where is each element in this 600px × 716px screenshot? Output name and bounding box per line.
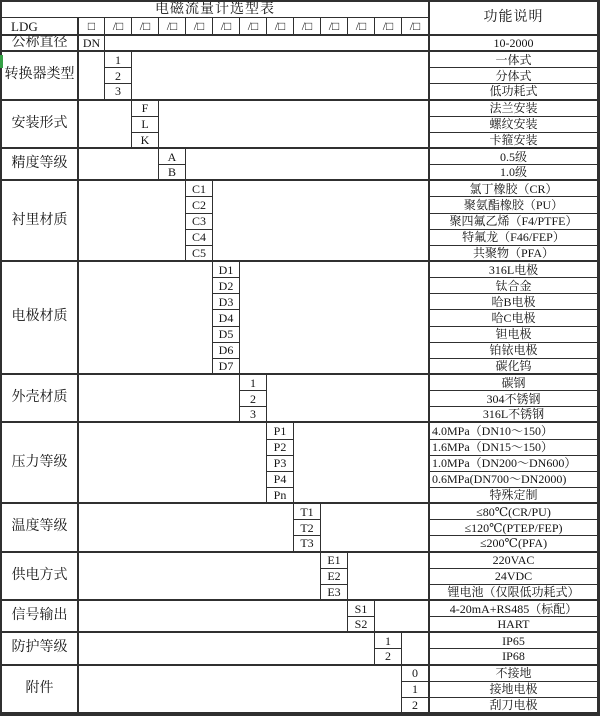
pressure-rating-function: 1.0MPa（DN200～DN600） (429, 456, 598, 472)
protection-rating-code-2: 2 (375, 649, 402, 665)
housing-material-function: 碳钢 (429, 375, 598, 391)
pressure-rating-right-spacer (294, 423, 429, 504)
selection-code-box: /□ (159, 18, 186, 36)
signal-output-function: HART (429, 617, 598, 633)
accuracy-class-right-spacer (186, 149, 429, 181)
liner-material-code-C1: C1 (186, 181, 213, 197)
accessories-code-2: 2 (402, 698, 429, 714)
group-label-installation-type: 安装形式 (2, 101, 78, 149)
group-label-signal-output: 信号输出 (2, 601, 78, 633)
signal-output-function: 4-20mA+RS485（标配） (429, 601, 598, 617)
signal-output-code-S2: S2 (348, 617, 375, 633)
function-column-header: 功能说明 (429, 2, 598, 36)
selection-code-box: /□ (240, 18, 267, 36)
group-label-liner-material: 衬里材质 (2, 181, 78, 262)
housing-material-function: 304不锈钢 (429, 391, 598, 407)
installation-type-right-spacer (159, 101, 429, 149)
selection-code-box: /□ (402, 18, 429, 36)
housing-material-code-3: 3 (240, 407, 267, 423)
protection-rating-left-spacer (78, 633, 375, 665)
pressure-rating-code-P3: P3 (267, 456, 294, 472)
liner-material-function: 聚氨酯橡胶（PU） (429, 197, 598, 213)
group-label-accuracy-class: 精度等级 (2, 149, 78, 181)
accuracy-class-code-A: A (159, 149, 186, 165)
page-title: 电磁流量计选型表 (2, 2, 429, 18)
housing-material-right-spacer (267, 375, 429, 423)
installation-type-function: 法兰安装 (429, 101, 598, 117)
installation-type-left-spacer (78, 101, 132, 149)
pressure-rating-code-P4: P4 (267, 472, 294, 488)
accessories-code-0: 0 (402, 666, 429, 682)
accuracy-class-left-spacer (78, 149, 159, 181)
installation-type-code-K: K (132, 133, 159, 149)
converter-type-function: 低功耗式 (429, 84, 598, 100)
electrode-material-code-D1: D1 (213, 262, 240, 278)
selection-code-box: /□ (348, 18, 375, 36)
protection-rating-code-1: 1 (375, 633, 402, 649)
signal-output-right-spacer (375, 601, 429, 633)
liner-material-code-C4: C4 (186, 230, 213, 246)
liner-material-code-C3: C3 (186, 214, 213, 230)
electrode-material-code-D5: D5 (213, 327, 240, 343)
accuracy-class-code-B: B (159, 165, 186, 181)
pressure-rating-code-P1: P1 (267, 423, 294, 439)
housing-material-code-1: 1 (240, 375, 267, 391)
power-supply-function: 24VDC (429, 569, 598, 585)
temperature-rating-code-T3: T3 (294, 536, 321, 552)
pressure-rating-code-P2: P2 (267, 440, 294, 456)
temperature-rating-code-T1: T1 (294, 504, 321, 520)
power-supply-code-E3: E3 (321, 585, 348, 601)
converter-type-right-spacer (132, 52, 429, 100)
stray-green-mark (0, 55, 3, 68)
protection-rating-right-spacer (402, 633, 429, 665)
electrode-material-function: 哈B电极 (429, 294, 598, 310)
selection-code-box: /□ (294, 18, 321, 36)
converter-type-left-spacer (78, 52, 105, 100)
electrode-material-function: 钽电极 (429, 327, 598, 343)
liner-material-function: 聚四氟乙烯（F4/PTFE） (429, 214, 598, 230)
nominal-diameter-right-spacer (105, 36, 429, 52)
protection-rating-function: IP65 (429, 633, 598, 649)
group-label-nominal-diameter: 公称直径 (2, 36, 78, 52)
electrode-material-function: 哈C电极 (429, 310, 598, 326)
power-supply-code-E2: E2 (321, 569, 348, 585)
electrode-material-function: 316L电极 (429, 262, 598, 278)
group-label-power-supply: 供电方式 (2, 553, 78, 601)
housing-material-function: 316L不锈钢 (429, 407, 598, 423)
electrode-material-code-D2: D2 (213, 278, 240, 294)
converter-type-code-2: 2 (105, 68, 132, 84)
temperature-rating-function: ≤200℃(PFA) (429, 536, 598, 552)
converter-type-code-1: 1 (105, 52, 132, 68)
signal-output-code-S1: S1 (348, 601, 375, 617)
housing-material-left-spacer (78, 375, 240, 423)
accessories-function: 刮刀电极 (429, 698, 598, 714)
electrode-material-function: 碳化钨 (429, 359, 598, 375)
temperature-rating-left-spacer (78, 504, 294, 552)
converter-type-function: 一体式 (429, 52, 598, 68)
group-label-housing-material: 外壳材质 (2, 375, 78, 423)
electrode-material-code-D7: D7 (213, 359, 240, 375)
temperature-rating-right-spacer (321, 504, 429, 552)
model-prefix: LDG (2, 18, 78, 36)
selection-code-box: /□ (267, 18, 294, 36)
power-supply-function: 220VAC (429, 553, 598, 569)
installation-type-function: 螺纹安装 (429, 117, 598, 133)
accessories-code-1: 1 (402, 682, 429, 698)
liner-material-code-C2: C2 (186, 197, 213, 213)
installation-type-code-F: F (132, 101, 159, 117)
temperature-rating-function: ≤120℃(PTEP/FEP) (429, 520, 598, 536)
pressure-rating-function: 特殊定制 (429, 488, 598, 504)
installation-type-function: 卡箍安装 (429, 133, 598, 149)
pressure-rating-function: 0.6MPa(DN700～DN2000) (429, 472, 598, 488)
selection-code-box: /□ (105, 18, 132, 36)
electrode-material-code-D6: D6 (213, 343, 240, 359)
group-label-converter-type: 转换器类型 (2, 52, 78, 100)
installation-type-code-L: L (132, 117, 159, 133)
selection-code-box: /□ (213, 18, 240, 36)
accessories-function: 接地电极 (429, 682, 598, 698)
housing-material-code-2: 2 (240, 391, 267, 407)
converter-type-function: 分体式 (429, 68, 598, 84)
electrode-material-code-D3: D3 (213, 294, 240, 310)
pressure-rating-left-spacer (78, 423, 267, 504)
pressure-rating-code-Pn: Pn (267, 488, 294, 504)
power-supply-right-spacer (348, 553, 429, 601)
electrode-material-left-spacer (78, 262, 213, 375)
selection-code-box: /□ (375, 18, 402, 36)
selection-code-box: /□ (132, 18, 159, 36)
group-label-pressure-rating: 压力等级 (2, 423, 78, 504)
converter-type-code-3: 3 (105, 84, 132, 100)
nominal-diameter-code-DN: DN (78, 36, 105, 52)
accessories-left-spacer (78, 666, 402, 714)
liner-material-function: 共聚物（PFA） (429, 246, 598, 262)
accuracy-class-function: 1.0级 (429, 165, 598, 181)
group-label-temperature-rating: 温度等级 (2, 504, 78, 552)
liner-material-left-spacer (78, 181, 186, 262)
temperature-rating-code-T2: T2 (294, 520, 321, 536)
selection-code-box: /□ (321, 18, 348, 36)
electrode-material-function: 铂铱电极 (429, 343, 598, 359)
pressure-rating-function: 1.6MPa（DN15～150） (429, 440, 598, 456)
liner-material-function: 特氟龙（F46/FEP） (429, 230, 598, 246)
liner-material-right-spacer (213, 181, 429, 262)
group-label-protection-rating: 防护等级 (2, 633, 78, 665)
group-label-electrode-material: 电极材质 (2, 262, 78, 375)
liner-material-code-C5: C5 (186, 246, 213, 262)
protection-rating-function: IP68 (429, 649, 598, 665)
electrode-material-function: 钛合金 (429, 278, 598, 294)
liner-material-function: 氯丁橡胶（CR） (429, 181, 598, 197)
accessories-function: 不接地 (429, 666, 598, 682)
selection-code-box: /□ (186, 18, 213, 36)
power-supply-left-spacer (78, 553, 321, 601)
power-supply-code-E1: E1 (321, 553, 348, 569)
pressure-rating-function: 4.0MPa（DN10～150） (429, 423, 598, 439)
nominal-diameter-function: 10-2000 (429, 36, 598, 52)
signal-output-left-spacer (78, 601, 348, 633)
temperature-rating-function: ≤80℃(CR/PU) (429, 504, 598, 520)
electrode-material-code-D4: D4 (213, 310, 240, 326)
power-supply-function: 锂电池（仅限低功耗式） (429, 585, 598, 601)
group-label-accessories: 附件 (2, 666, 78, 714)
dn-code-box: □ (78, 18, 105, 36)
electrode-material-right-spacer (240, 262, 429, 375)
accuracy-class-function: 0.5级 (429, 149, 598, 165)
